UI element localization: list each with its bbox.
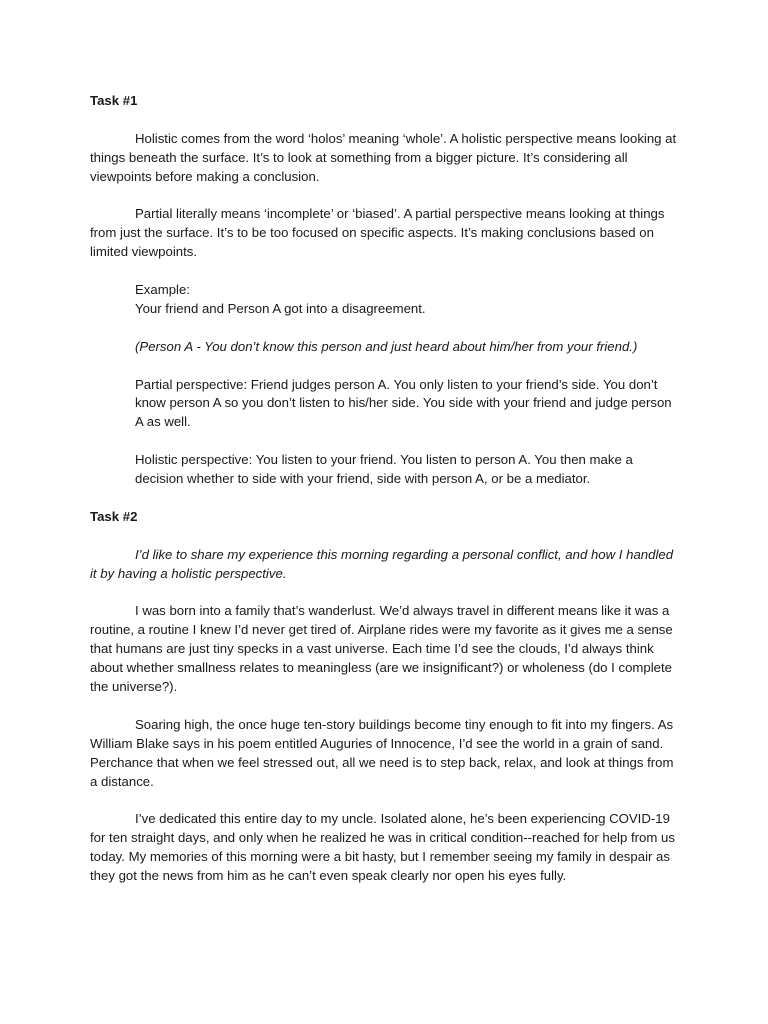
task1-holistic-definition: Holistic comes from the word ‘holos’ meaning ‘whole’. A holistic perspective means looking at things beneath the surface. It’s to look at something from a bigger picture. It’s considering all viewpoints before making a conclusion. [90,130,677,184]
partial-perspective-example: Partial perspective: Friend judges person A. You only listen to your friend’s side. You don’t know person A so you don’t listen to his/her side. You side with your friend and judge person A as well. [135,376,672,430]
task2-paragraph-2: Soaring high, the once huge ten-story buildings become tiny enough to fit into my fingers. As William Blake says in his poem entitled Auguries of Innocence, I’d see the world in a grain of sand. Perchance that when we feel stressed out, all we need is to step back, relax, and look at things from a distance. [90,716,674,789]
task2-intro: I’d like to share my experience this morning regarding a personal conflict, and how I handled it by having a holistic perspective. [90,546,674,581]
task2-paragraph-3: I’ve dedicated this entire day to my uncle. Isolated alone, he’s been experiencing COVID-19 for ten straight days, and only when he realized he was in critical condition--reached for help from us today. My memories of this morning were a bit hasty, but I remember seeing my family in despair as they got the news from him as he can’t even speak clearly nor open his eyes fully. [90,811,675,884]
task1-heading: Task #1 [90,93,138,108]
holistic-perspective-example: Holistic perspective: You listen to your friend. You listen to person A. You then make a decision whether to side with your friend, side with person A, or be a mediator. [135,452,633,487]
task1-partial-definition: Partial literally means ‘incomplete’ or ‘biased’. A partial perspective means looking at things from just the surface. It’s to be too focused on specific aspects. It’s making conclusions based on limited viewpoints. [90,206,665,260]
task1-example-block [135,281,680,489]
example-label: Example: [135,282,190,298]
task2-paragraph-1: I was born into a family that’s wanderlust. We’d always travel in different means like it was a routine, a routine I knew I’d never get tired of. Airplane rides were my favorite as it gives me a sense that humans are just tiny specks in a vast universe. Each time I’d see the clouds, I’d always think about whether smallness relates to meaningless (are we insignificant?) or wholeness (do I complete the universe?). [90,603,673,695]
example-line: Your friend and Person A got into a disagreement. [135,300,426,316]
task2-heading: Task #2 [90,508,138,524]
document-page [90,92,680,886]
example-note: (Person A - You don’t know this person and just heard about him/her from your friend.) [135,338,638,354]
